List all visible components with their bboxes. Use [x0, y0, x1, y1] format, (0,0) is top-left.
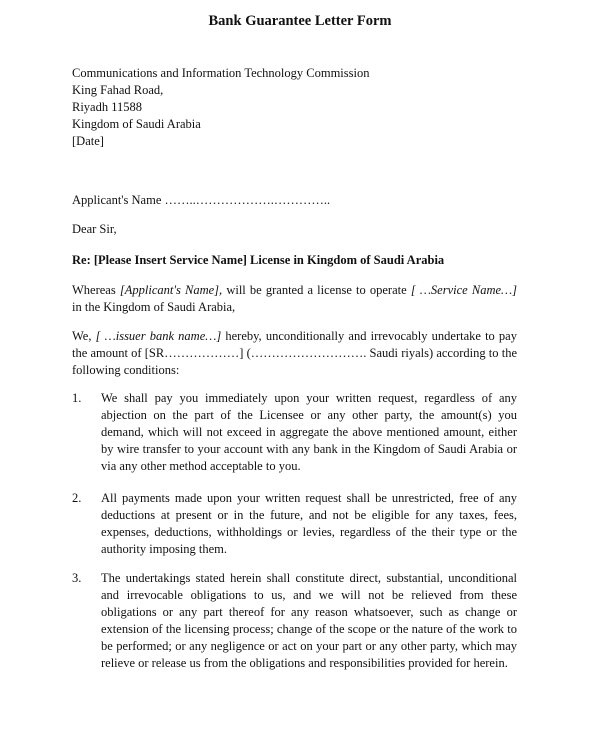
whereas-middle: will be granted a license to operate — [222, 283, 411, 297]
condition-text: The undertakings stated herein shall constitute direct, substantial, unconditional and irrevocable obligations to us, and we will not be relieved from these obligations or any part thereof for any reason whatsoever, such as change or extension of the licensing process; change of the scope or the nature of the work to be performed; or any negligence or act on your part or any other party, which may relieve or release us from the obligations and responsibilities provided for herein. — [101, 571, 517, 670]
undertaking-paragraph — [72, 328, 517, 379]
whereas-suffix: in the Kingdom of Saudi Arabia, — [72, 300, 236, 314]
address-line-street: King Fahad Road, — [72, 83, 164, 97]
we-prefix: We, — [72, 329, 96, 343]
document-title: Bank Guarantee Letter Form — [208, 13, 392, 29]
condition-item — [72, 570, 517, 672]
condition-text: We shall pay you immediately upon your written request, regardless of any abjection on the part of the Licensee or any other party, the amount(s) you demand, which will not exceed in aggregate the above mentioned amount, either by wire transfer to your account with any bank in the Kingdom of Saudi Arabia or via any other method acceptable to you. — [101, 391, 517, 473]
condition-item — [72, 490, 517, 558]
recipient-address — [72, 65, 369, 150]
condition-item — [72, 390, 517, 475]
condition-number: 1. — [72, 391, 82, 405]
we-suffix: hereby, unconditionally and irrevocably undertake to pay the amount of [SR………………] (………………………. Saudi riyals) according to the following conditions: — [72, 329, 517, 377]
applicant-name-line: Applicant's Name ……..……………….………….. — [72, 193, 331, 207]
whereas-paragraph — [72, 282, 517, 316]
address-line-country: Kingdom of Saudi Arabia — [72, 117, 201, 131]
condition-number: 3. — [72, 571, 82, 585]
condition-text: All payments made upon your written request shall be unrestricted, free of any deductions at present or in the future, and not be eligible for any taxes, fees, expenses, deductions, withholdings or levies, regardless of the their type or the authority imposing them. — [101, 491, 517, 556]
service-placeholder: [ …Service Name…] — [410, 283, 517, 297]
salutation: Dear Sir, — [72, 222, 117, 236]
bank-placeholder: [ …issuer bank name…] — [95, 329, 222, 343]
address-line-date: [Date] — [72, 134, 104, 148]
condition-number: 2. — [72, 491, 82, 505]
address-line-city: Riyadh 11588 — [72, 100, 143, 114]
whereas-prefix: Whereas — [72, 283, 120, 297]
address-line-organization: Communications and Information Technology Commission — [72, 66, 370, 80]
subject-line: Re: [Please Insert Service Name] License in Kingdom of Saudi Arabia — [72, 253, 445, 267]
applicant-placeholder: [Applicant's Name], — [119, 283, 223, 297]
